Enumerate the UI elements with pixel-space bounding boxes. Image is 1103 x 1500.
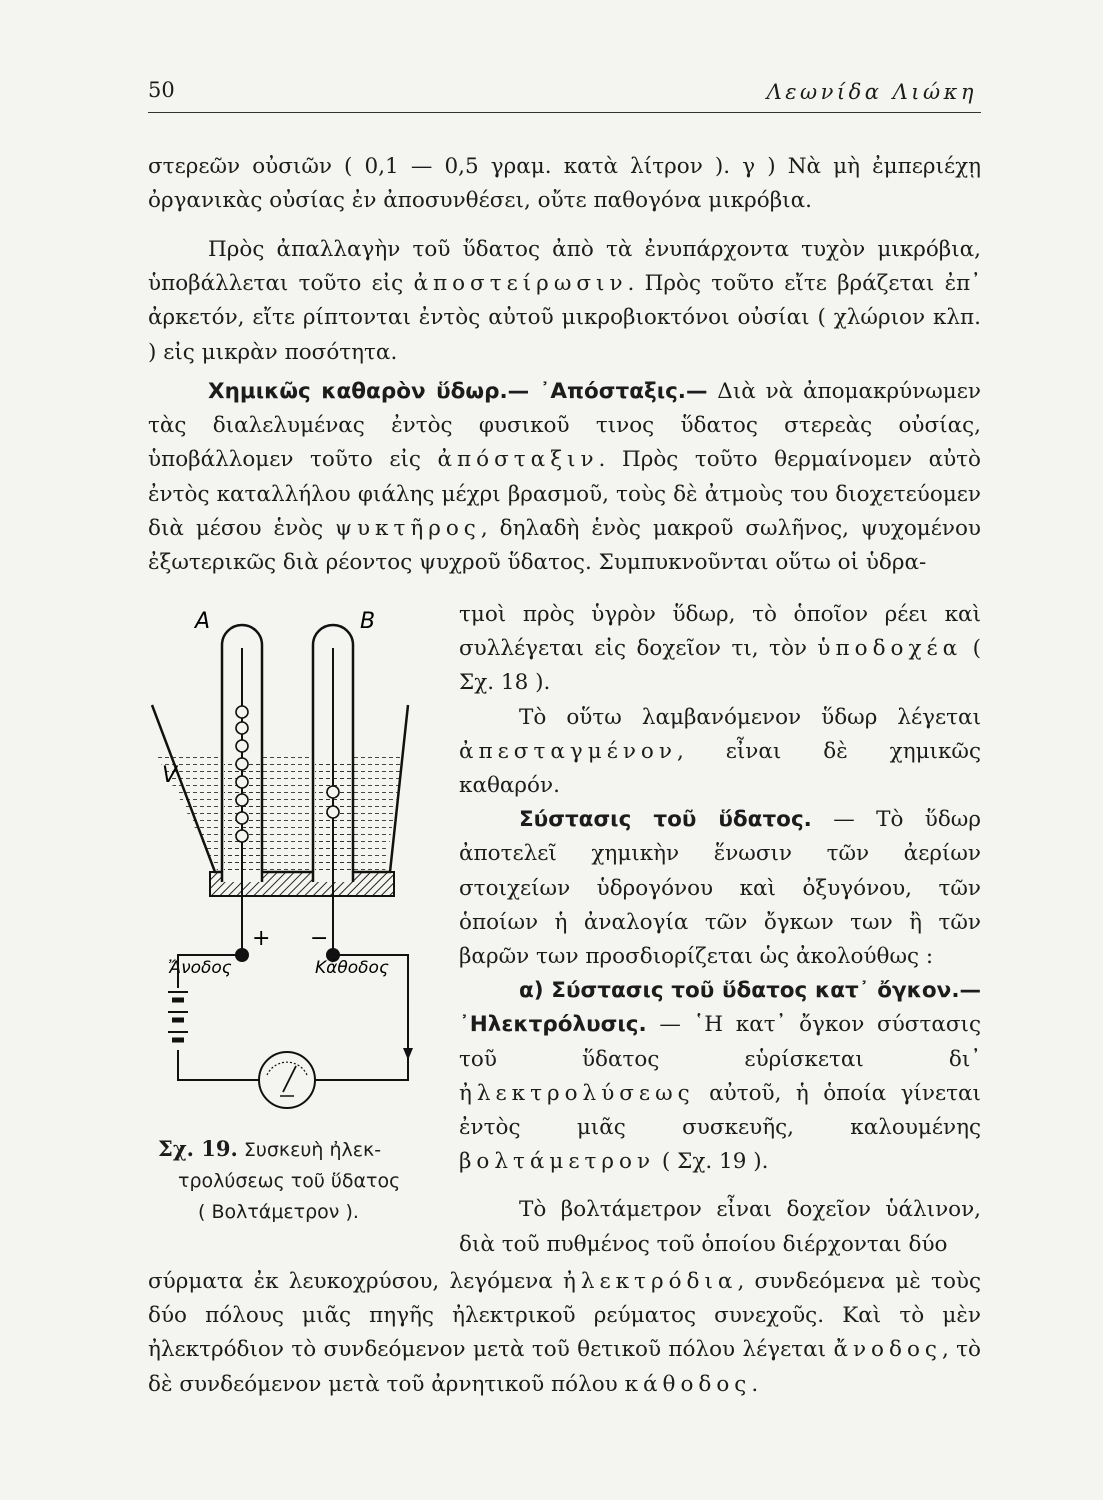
closing-text-1: σύρματα ἐκ λευκοχρύσου, λεγόμενα <box>148 1269 563 1294</box>
column-text-2: Τὸ οὕτω λαμβανόμενον ὕδωρ λέγεται <box>519 704 981 730</box>
column-term-5: βολτάμετρον <box>459 1149 656 1175</box>
composition-heading: Σύστασις τοῦ ὕδατος. <box>519 807 812 833</box>
column-text-1-end: ( Σχ. 18 ). <box>459 636 981 696</box>
column-text-4b: αὐτοῦ, ἡ ὁποία γίνεται ἐντὸς μιᾶς συσκευῆς, καλουμένης <box>459 1080 981 1141</box>
volume-composition-heading: α) Σύστασις τοῦ ὕδατος κατ᾽ ὄγκον.— ᾿Ηλεκτρόλυσις. <box>459 978 981 1038</box>
column-term-2: ἀπεσταγμένον <box>459 738 677 764</box>
column-text-4-end: ( Σχ. 19 ). <box>655 1149 769 1175</box>
column-term-4: ἠλεκτρολύσεως <box>459 1080 695 1106</box>
minus-sign: − <box>310 926 329 951</box>
caption-line-2: τρολύσεως τοῦ ὕδατος <box>178 1170 401 1192</box>
distillation-term-2: ψυκτῆρος <box>335 515 481 541</box>
intro-paragraph <box>148 150 981 218</box>
sterilization-text-1: Πρὸς ἀπαλλαγὴν τοῦ ὕδατος ἀπὸ τὰ ἐνυπάρχοντα τυχὸν μικρόβια, ὑποβάλλεται τοῦτο εἰς <box>148 237 981 297</box>
column-text-1: τμοὶ πρὸς ὑγρὸν ὕδωρ, τὸ ὁποῖον ρέει καὶ συλλέγεται εἰς δοχεῖον τι, τὸν <box>459 602 981 662</box>
sterilization-paragraph <box>148 233 981 370</box>
figure-caption <box>158 1133 418 1228</box>
right-column <box>459 598 981 1262</box>
voltameter-figure <box>150 600 450 1130</box>
plus-sign: + <box>252 926 271 951</box>
caption-number: Σχ. 19. <box>158 1136 238 1161</box>
column-text-4: — ῾Η κατ᾽ ὄγκον σύστασις τοῦ ὕδατος εὑρίσκεται δι᾽ <box>459 1012 981 1072</box>
page-number: 50 <box>148 78 175 102</box>
closing-text-3: , τὸ δὲ συνδεόμενον μετὰ τοῦ ἀρνητικοῦ πόλου <box>148 1337 981 1397</box>
intro-line-1: στερεῶν οὐσιῶν ( 0,1 — 0,5 γραμ. κατὰ λίτρον ). γ ) Νὰ μὴ ἐμπεριέχῃ <box>148 154 981 179</box>
sterilization-text-2: . Πρὸς τοῦτο εἴτε βράζεται ἐπ᾽ ἀρκετόν, εἴτε ρίπτονται ἐντὸς αὐτοῦ μικροβιοκτόνοι οὐσίαι ( χλώριον κλπ. ) εἰς μικρὰν ποσότητα. <box>148 271 982 365</box>
label-v: V <box>162 763 178 788</box>
column-term-1: ὑποδοχέα <box>817 636 963 662</box>
closing-term-3: κάθοδος <box>624 1371 752 1397</box>
label-a: A <box>195 609 211 634</box>
intro-line-2: ὀργανικὰς οὐσίας ἐν ἀποσυνθέσει, οὔτε παθογόνα μικρόβια. <box>148 188 812 214</box>
closing-paragraph <box>148 1265 981 1402</box>
distillation-text-1: Διὰ νὰ ἀπομακρύνωμεν τὰς διαλελυμένας ἐντὸς φυσικοῦ τινος ὕδατος στερεὰς οὐσίας, ὑποβάλλομεν τοῦτο εἰς <box>148 379 981 473</box>
distillation-text-3: , δηλαδὴ ἑνὸς μακροῦ σωλῆνος, ψυχομένου ἐξωτερικῶς διὰ ρέοντος ψυχροῦ ὕδατος. Συμπυκνοῦνται οὕτω οἱ ὑδρα- <box>148 515 981 576</box>
closing-term-1: ἠλεκτρόδια <box>562 1269 738 1294</box>
battery <box>168 988 188 1050</box>
anode-label: Ἄνοδος <box>168 958 232 978</box>
column-text-5: Τὸ βολτάμετρον εἶναι δοχεῖον ὑάλινον, διὰ τοῦ πυθμένος τοῦ ὁποίου διέρχονται δύο <box>459 1197 981 1257</box>
caption-line-1: Συσκευὴ ἠλεκ- <box>243 1139 382 1161</box>
running-head-author: Λεωνίδα Λιώκη <box>766 80 977 104</box>
distillation-heading: Χημικῶς καθαρὸν ὕδωρ.— ᾿Απόσταξις.— <box>208 379 708 404</box>
distillation-term-1: ἀπόσταξιν <box>437 447 599 473</box>
cathode-label: Κάθοδος <box>315 958 389 978</box>
page-header <box>148 78 981 113</box>
distillation-paragraph <box>148 375 981 580</box>
closing-term-2: ἄνοδος <box>833 1337 942 1363</box>
galvanometer <box>259 1052 315 1108</box>
closing-text-2: , συνδεόμενα μὲ τοὺς δύο πόλους μιᾶς πηγῆς ἠλεκτρικοῦ ρεύματος συνεχοῦς. Καὶ τὸ μὲν ἠλεκτρόδιον τὸ συνδεόμενον μετὰ τοῦ θετικοῦ πόλου λέγεται <box>148 1269 981 1363</box>
column-text-2-end: , εἶναι δὲ χημικῶς καθαρόν. <box>459 738 981 799</box>
caption-line-3: ( Βολτάμετρον ). <box>198 1201 359 1223</box>
label-b: B <box>360 609 376 634</box>
distillation-text-2: . Πρὸς τοῦτο θερμαίνομεν αὐτὸ ἐντὸς καταλλήλου φιάλης μέχρι βρασμοῦ, τοὺς δὲ ἀτμοὺς του διοχετεύομεν διὰ μέσου ἑνὸς <box>148 447 981 541</box>
column-text-3: — Τὸ ὕδωρ ἀποτελεῖ χημικὴν ἕνωσιν τῶν ἀερίων στοιχείων ὑδρογόνου καὶ ὀξυγόνου, τῶν ὁποίων ἡ ἀναλογία τῶν ὄγκων των ἢ τῶν βαρῶν των προσδιορίζεται ὡς ἀκολούθως : <box>459 807 981 970</box>
closing-text-4: . <box>751 1371 759 1397</box>
sterilization-term: ἀποστείρωσιν <box>413 271 628 297</box>
